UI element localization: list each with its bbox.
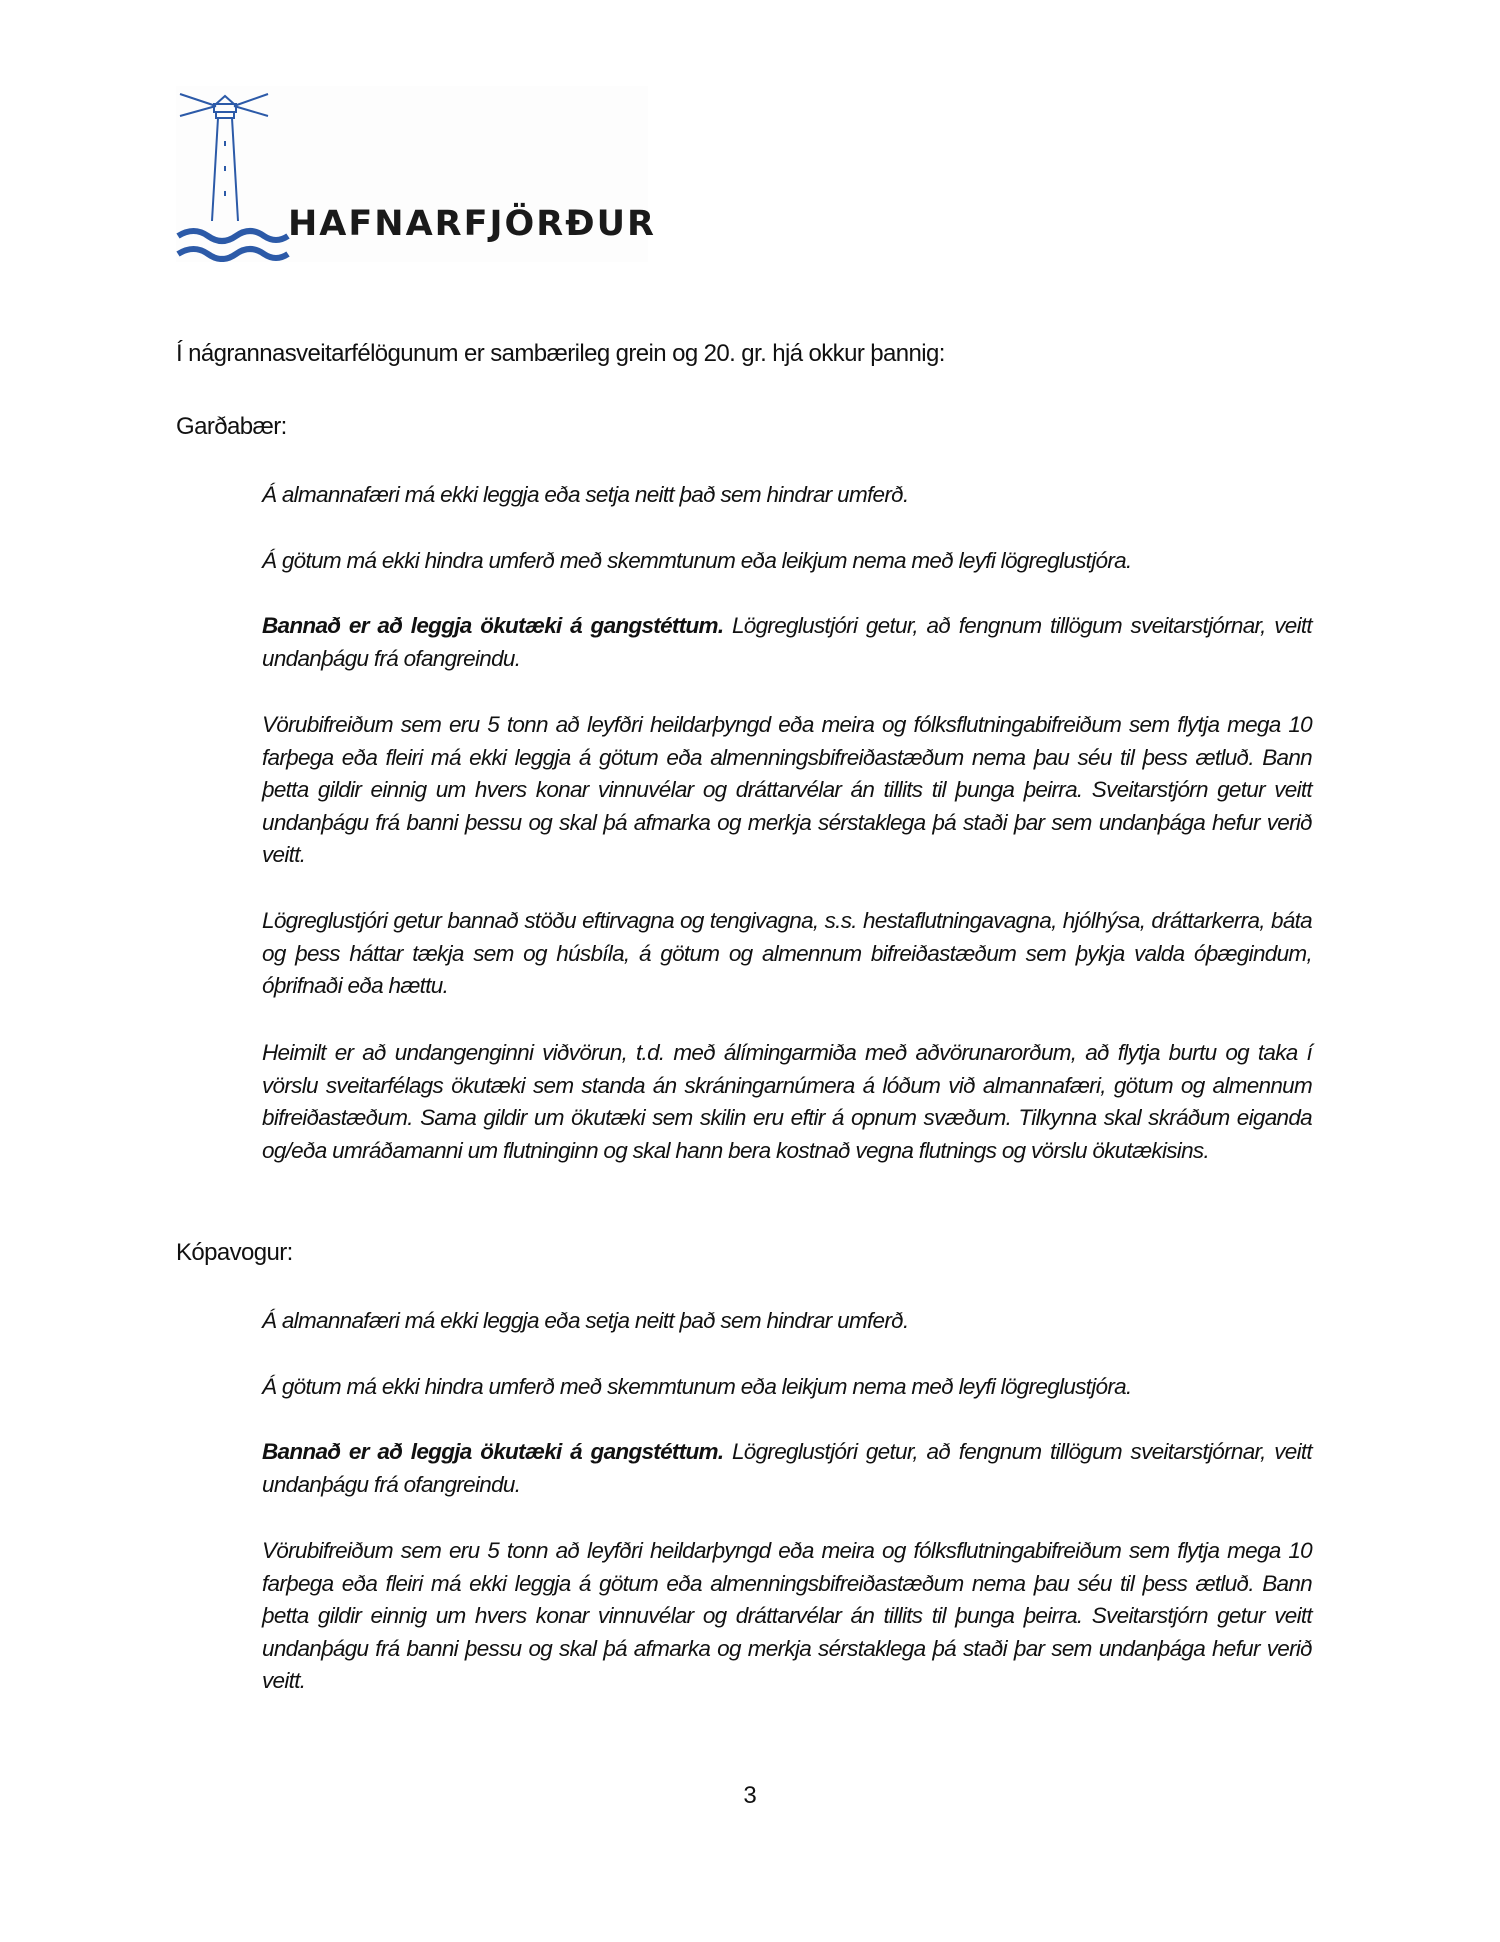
paragraph: Vörubifreiðum sem eru 5 tonn að leyfðri heildarþyngd eða meira og fólksflutningabifreiðum sem flytja mega 10 farþega eða fleiri má ekki leggja á götum eða almenningsbifreiðastæðum nema þau séu til þess ætluð. Bann þetta gildir einnig um hvers konar vinnuvélar og dráttarvélar án tillits til þunga þeirra. Sveitarstjórn getur veitt undanþágu frá banni þessu og skal þá afmarka og merkja sérstaklega þá staði þar sem undanþága hefur verið veitt. <box>262 1538 1312 1693</box>
paragraph: Heimilt er að undangenginni viðvörun, t.d. með álímingarmiða með aðvörunarorðum, að flytja burtu og taka í vörslu sveitarfélags ökutæki sem standa án skráningarnúmera á lóðum við almannafæri, götum og almennum bifreiðastæðum. Sama gildir um ökutæki sem skilin eru eftir á opnum svæðum. Tilkynna skal skráðum eiganda og/eða umráðamanni um flutninginn og skal hann bera kostnað vegna flutnings og vörslu ökutækisins. <box>262 1040 1312 1163</box>
hafnarfjordur-logo <box>176 86 656 262</box>
section-heading-gardabaer: Garðabær: <box>176 413 287 440</box>
paragraph <box>262 610 1312 675</box>
paragraph-text: Lögreglustjóri getur, að fengnum tillögum sveitarstjórnar, veitt undanþágu frá ofangreindu. <box>262 613 1312 671</box>
page-number: 3 <box>743 1782 757 1809</box>
paragraph: Á götum má ekki hindra umferð með skemmtunum eða leikjum nema með leyfi lögreglustjóra. <box>262 548 1132 573</box>
intro-text: Í nágrannasveitarfélögunum er sambærileg grein og 20. gr. hjá okkur þannig: <box>176 340 945 367</box>
lighthouse-icon <box>176 86 296 262</box>
paragraph: Lögreglustjóri getur bannað stöðu eftirvagna og tengivagna, s.s. hestaflutningavagna, hjólhýsa, dráttarkerra, báta og þess háttar tækja sem og húsbíla, á götum og almennum bifreiðastæðum sem þykja valda óþægindum, óþrifnaði eða hættu. <box>262 908 1312 998</box>
logo-wordmark: HAFNARFJÖRÐUR <box>288 204 656 244</box>
paragraph-text: Lögreglustjóri getur, að fengnum tillögum sveitarstjórnar, veitt undanþágu frá ofangreindu. <box>262 1439 1312 1497</box>
bold-lead: Bannað er að leggja ökutæki á gangstéttum. <box>262 613 724 638</box>
paragraph <box>262 1436 1312 1501</box>
paragraph: Á almannafæri má ekki leggja eða setja neitt það sem hindrar umferð. <box>262 482 909 507</box>
section-heading-kopavogur: Kópavogur: <box>176 1239 293 1266</box>
paragraph: Vörubifreiðum sem eru 5 tonn að leyfðri heildarþyngd eða meira og fólksflutningabifreiðum sem flytja mega 10 farþega eða fleiri má ekki leggja á götum eða almenningsbifreiðastæðum nema þau séu til þess ætluð. Bann þetta gildir einnig um hvers konar vinnuvélar og dráttarvélar án tillits til þunga þeirra. Sveitarstjórn getur veitt undanþágu frá banni þessu og skal þá afmarka og merkja sérstaklega þá staði þar sem undanþága hefur verið veitt. <box>262 712 1312 867</box>
paragraph: Á almannafæri má ekki leggja eða setja neitt það sem hindrar umferð. <box>262 1308 909 1333</box>
bold-lead: Bannað er að leggja ökutæki á gangstéttum. <box>262 1439 724 1464</box>
paragraph: Á götum má ekki hindra umferð með skemmtunum eða leikjum nema með leyfi lögreglustjóra. <box>262 1374 1132 1399</box>
